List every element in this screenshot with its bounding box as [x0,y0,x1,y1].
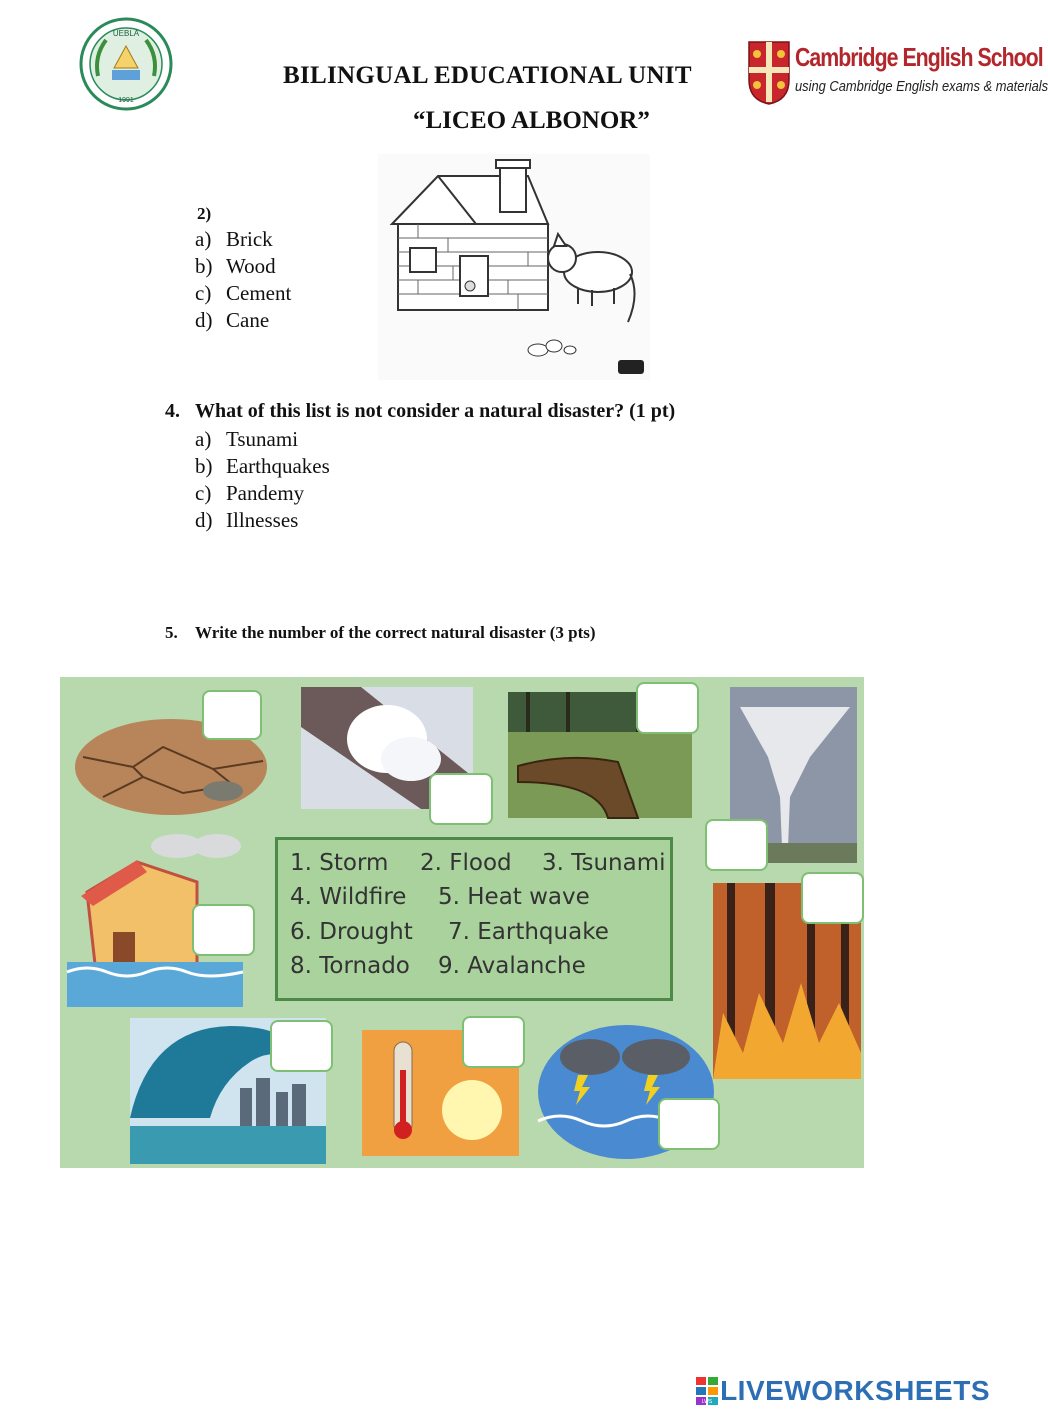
svg-text:1991: 1991 [118,97,134,104]
option-d[interactable]: d) Cane [195,308,270,332]
word-bank: 1. Storm 2. Flood 3. Tsunami 4. Wildfire 5. Heat wave 6. Drought 7. Earthquake 8. Tornado 9. Avalanche [275,837,673,1001]
liveworksheets-logo: LWS LIVEWORKSHEETS [696,1375,990,1407]
option-b[interactable]: b) Wood [195,254,276,278]
question-5: 5. Write the number of the correct natural disaster (3 pts) [165,623,596,642]
svg-text:LWS: LWS [701,1399,713,1405]
school-subtitle: “LICEO ALBONOR” [413,107,650,134]
cambridge-shield-icon [747,40,791,106]
answer-box-tornado[interactable] [705,819,768,871]
answer-box-tsunami[interactable] [270,1020,333,1072]
option-c[interactable]: c) Pandemy [195,481,305,505]
question-2-options [195,226,291,334]
answer-box-earthquake[interactable] [636,682,699,734]
answer-box-wildfire[interactable] [801,872,864,924]
option-a[interactable]: a) Brick [195,227,273,251]
answer-box-heat-wave[interactable] [462,1016,525,1068]
option-b[interactable]: b) Earthquakes [195,454,330,478]
cambridge-logo [747,40,1048,108]
liveworksheets-icon [696,1377,718,1405]
answer-box-storm[interactable] [658,1098,720,1150]
school-seal-logo [78,16,174,112]
school-title: BILINGUAL EDUCATIONAL UNIT [283,62,692,89]
natural-disasters-board [60,677,864,1168]
option-c[interactable]: c) Cement [195,281,292,305]
option-d[interactable]: d) Illnesses [195,508,299,532]
question-4-options [195,426,330,534]
question-2-number: 2) [197,204,212,223]
option-a[interactable]: a) Tsunami [195,427,299,451]
cambridge-tagline: using Cambridge English exams & materials [795,78,1048,95]
answer-box-avalanche[interactable] [429,773,493,825]
svg-text:UEBLA: UEBLA [112,29,140,38]
cambridge-name: Cambridge English School [795,42,1043,72]
answer-box-drought[interactable] [202,690,262,740]
brick-house-wolf-illustration [378,154,650,380]
answer-box-flood[interactable] [192,904,255,956]
question-4: 4. What of this list is not consider a natural disaster? (1 pt) [165,400,676,422]
